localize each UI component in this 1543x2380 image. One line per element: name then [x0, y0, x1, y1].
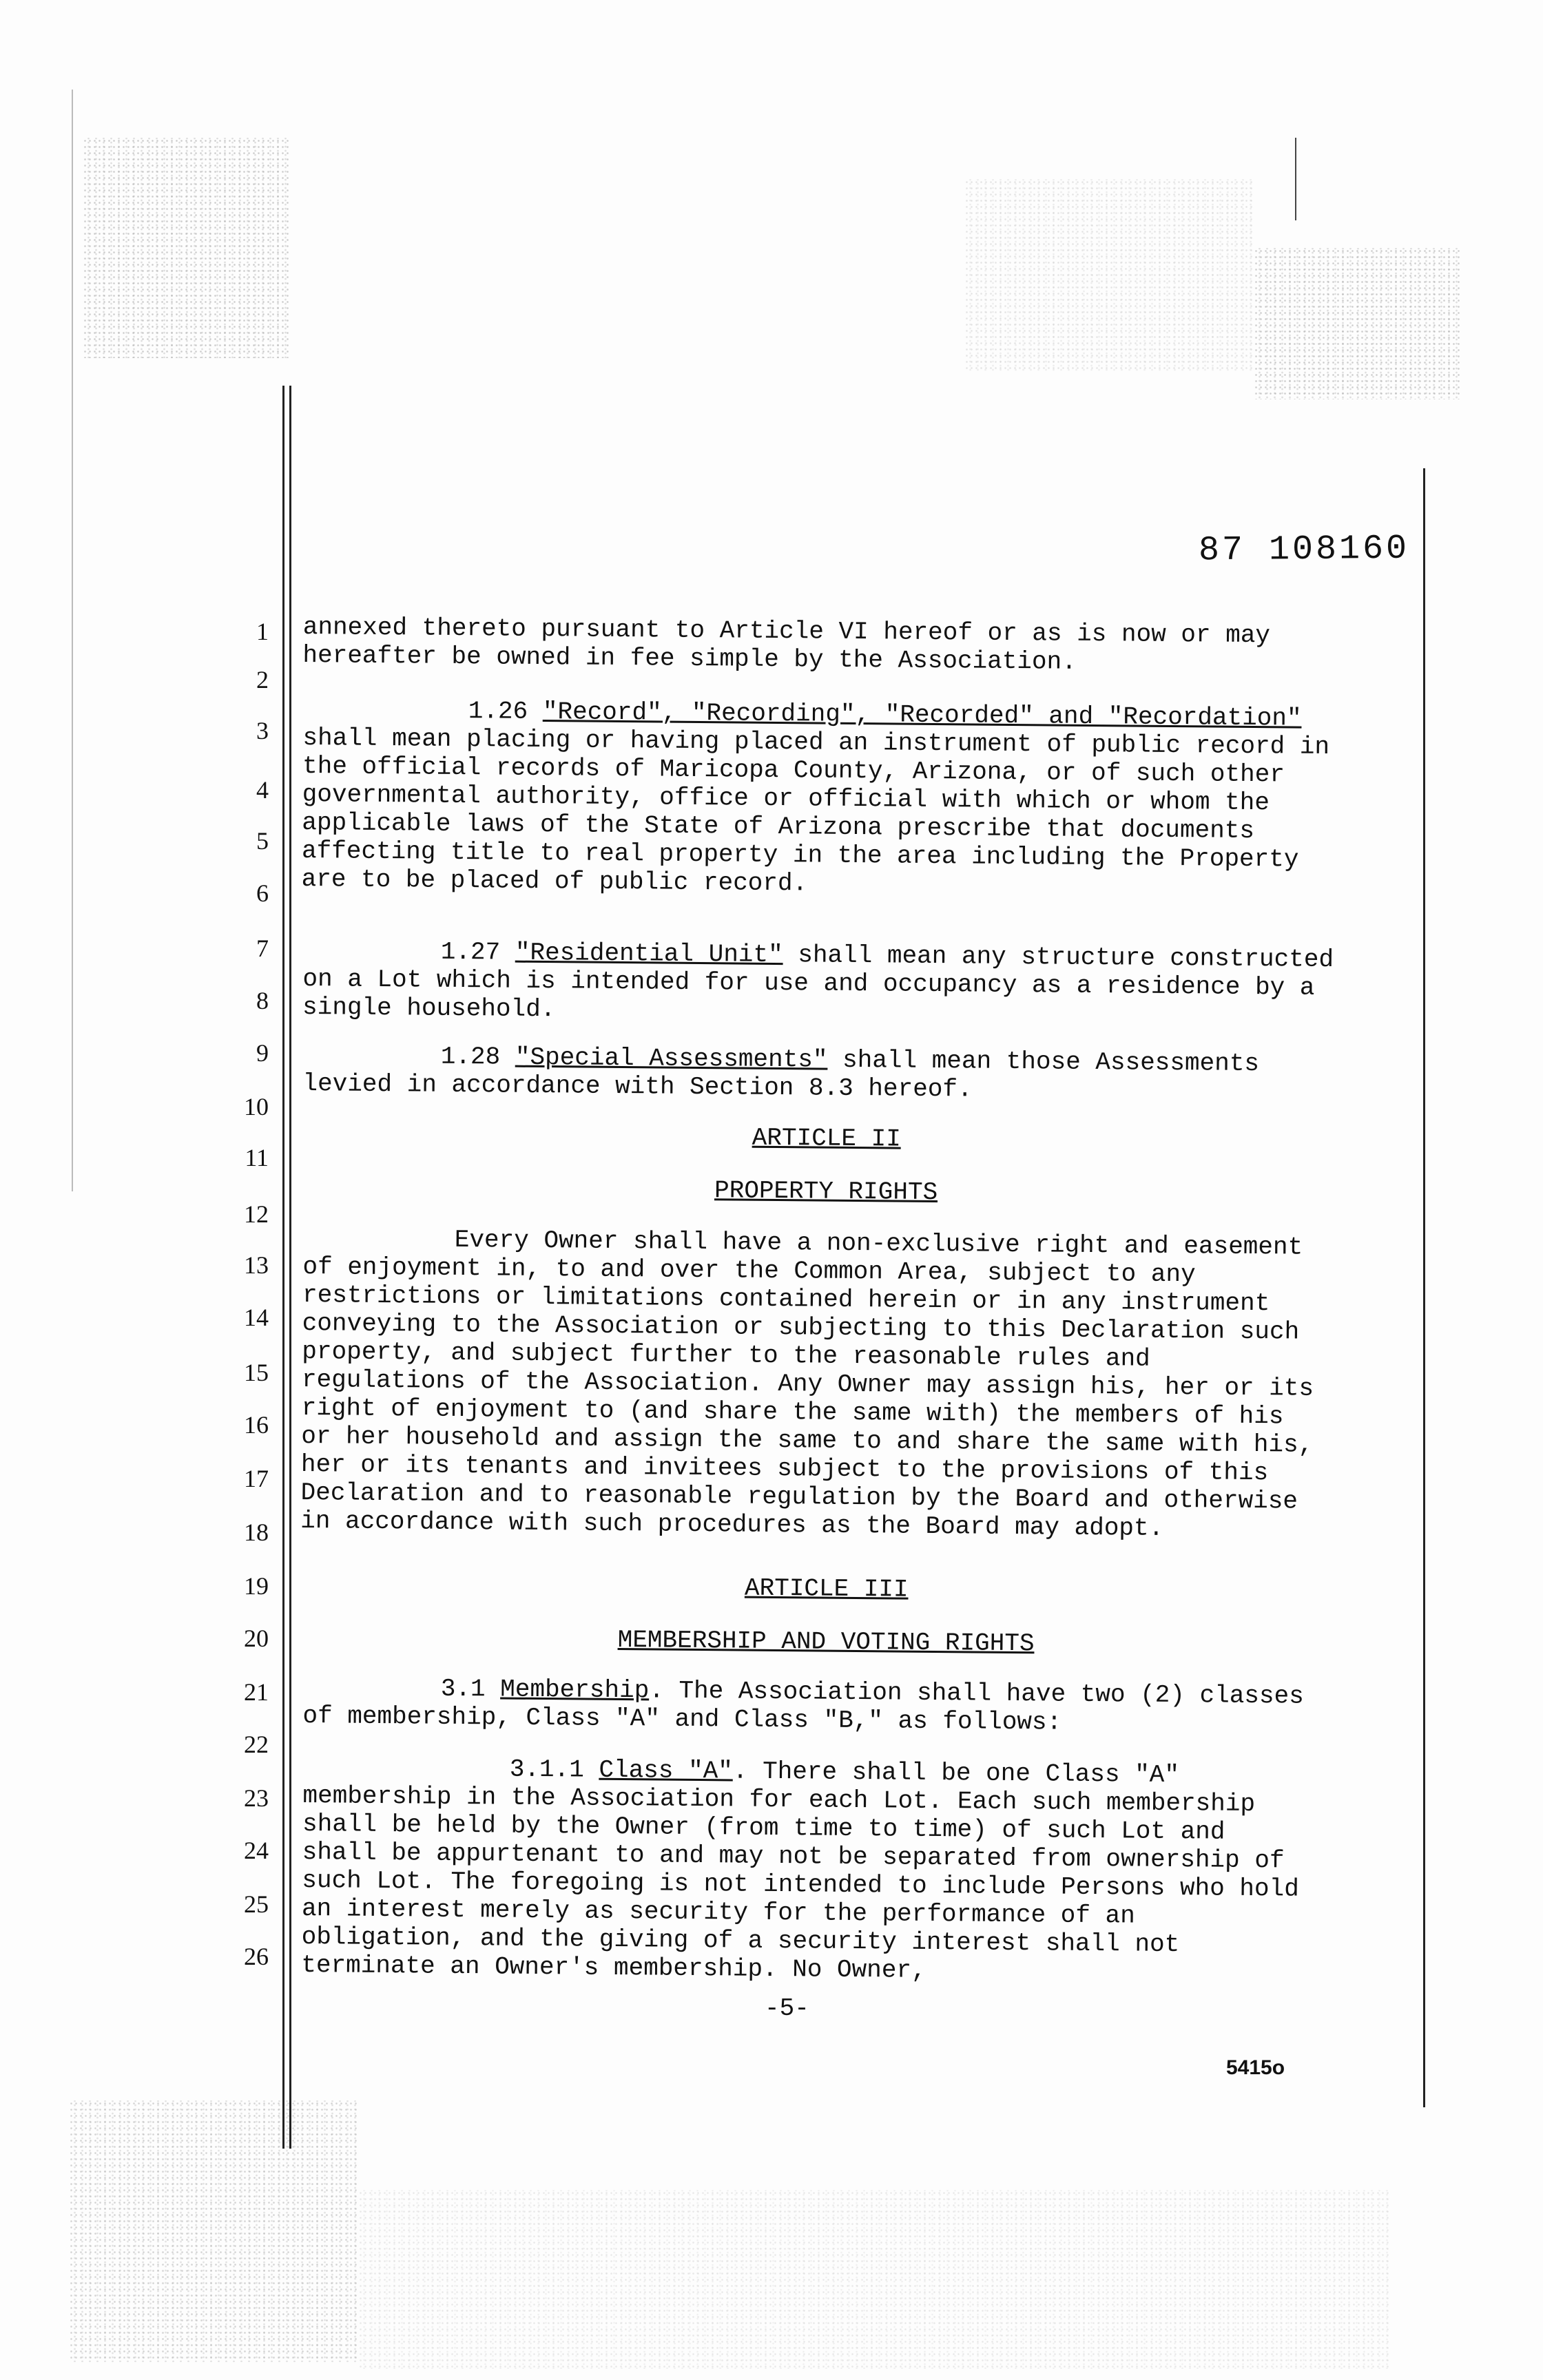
line-number: 5: [256, 827, 269, 855]
section-3-1: [302, 1673, 1319, 1739]
section-number: 1.27: [440, 937, 501, 967]
scan-noise-top-center: [964, 179, 1254, 372]
line-number: 16: [244, 1411, 269, 1439]
paragraph-annexed: annexed thereto pursuant to Article VI hereof or as is now or may hereafter be owned in fee simple by the Association.: [302, 613, 1285, 676]
class-a-text: . There shall be one Class "A" membership in the Association for each Lot. Each such membership shall be held by the Owner (from time to time) of such Lot and shall be appurtenant to and may not be separated from ownership of such Lot. The foregoing is not intended to include Persons who hold an interest merely as security for the performance of an obligation, and the giving of a security interest shall not terminate an Owner's membership. No Owner,: [301, 1757, 1314, 1985]
section-number: 3.1.1: [509, 1755, 585, 1784]
paragraph-3-1-1: [301, 1753, 1314, 1988]
term-membership: Membership: [500, 1675, 650, 1705]
line-number: 8: [256, 987, 269, 1014]
margin-rule-left-1: [282, 386, 284, 2149]
paragraph-3-1: [302, 1673, 1319, 1739]
section-number: 1.26: [468, 697, 528, 726]
section-1-28: [302, 1041, 1350, 1107]
line-number: 20: [244, 1625, 269, 1652]
line-number: 15: [244, 1359, 269, 1386]
section-1-26: [301, 696, 1349, 902]
line-number: 6: [256, 879, 269, 907]
margin-rule-right: [1423, 468, 1425, 2107]
section-3-1-1: [301, 1753, 1314, 1988]
document-body: [302, 613, 1350, 678]
article-2-title: ARTICLE II: [752, 1123, 901, 1154]
section-number: 3.1: [440, 1674, 486, 1704]
scan-noise-bottom-left: [69, 2100, 358, 2362]
line-number: 14: [244, 1304, 269, 1331]
scan-edge-top-right: [1295, 138, 1296, 220]
term-class-a: Class "A": [599, 1755, 734, 1786]
line-number: 7: [256, 935, 269, 962]
line-number: 25: [244, 1890, 269, 1918]
article-3-block: [302, 1570, 1350, 1660]
line-number: 22: [244, 1731, 269, 1758]
definition-text-residential-unit: shall mean any structure constructed on a Lot which is intended for use and occupancy as a residence by a single household.: [302, 941, 1349, 1024]
paragraph-property-rights: [300, 1224, 1329, 1544]
line-number: 19: [244, 1572, 269, 1600]
paragraph-1-28: [302, 1041, 1350, 1107]
line-number: 12: [244, 1200, 269, 1228]
property-rights-text: Every Owner shall have a non-exclusive right and easement of enjoyment in, to and over the Common Area, subject to any restrictions or limitations contained herein or in any instrument conveying to the Association or subjecting to this Declaration such property, and subject further to the reasonable rules and regulations of the Association. Any Owner may assign his, her or its right of enjoyment to (and share the same with) the members of his or her household and assign the same to and share the same with his, her or its tenants and invitees subject to the provisions of this Declaration and to reasonable regulation by the Board and otherwise in accordance with such procedures as the Board may adopt.: [300, 1225, 1329, 1543]
line-number: 4: [256, 776, 269, 804]
line-number: 24: [244, 1837, 269, 1864]
section-number: 1.28: [440, 1042, 501, 1072]
line-number: 13: [244, 1251, 269, 1279]
defined-term-residential-unit: "Residential Unit": [515, 938, 783, 970]
line-number: 2: [256, 666, 269, 693]
property-rights-block: [300, 1224, 1329, 1544]
section-1-27: [302, 937, 1350, 1030]
margin-rule-left-2: [289, 386, 291, 2149]
recording-number-stamp: 87 108160: [1198, 529, 1410, 571]
line-number: 21: [244, 1678, 269, 1706]
page-number: -5-: [765, 1994, 809, 2023]
paragraph-1-27: [302, 937, 1350, 1030]
line-number: 23: [244, 1784, 269, 1812]
definition-text-special-assessments: shall mean those Assessments levied in accordance with Section 8.3 hereof.: [302, 1045, 1274, 1104]
line-number: 18: [244, 1518, 269, 1546]
scan-noise-top-right: [1254, 248, 1460, 399]
article-3-title: ARTICLE III: [744, 1574, 909, 1604]
line-number: 3: [256, 717, 269, 744]
line-number: 10: [244, 1093, 269, 1120]
article-2-block: [302, 1120, 1350, 1210]
line-number: 17: [244, 1465, 269, 1492]
document-code: 5415o: [1226, 2056, 1285, 2079]
line-number: 9: [256, 1039, 269, 1067]
article-3-heading: MEMBERSHIP AND VOTING RIGHTS: [617, 1625, 1035, 1658]
scan-noise-top-left: [83, 138, 289, 358]
scan-edge-left: [72, 90, 73, 1191]
defined-term-record: "Record", "Recording", "Recorded" and "Recordation": [542, 698, 1302, 733]
article-2-heading: PROPERTY RIGHTS: [714, 1176, 938, 1207]
line-number: 26: [244, 1943, 269, 1970]
line-number: 11: [245, 1144, 269, 1171]
paragraph-1-26: [301, 696, 1349, 902]
line-number: 1: [256, 618, 269, 645]
definition-text-record: shall mean placing or having placed an instrument of public record in the official records of Maricopa County, Arizona, or of such other governmental authority, office or official with which or whom the applicable laws of the State of Arizona prescribe that documents affecting title to real property in the area including the Property are to be placed of public record.: [301, 704, 1345, 898]
defined-term-special-assessments: "Special Assessments": [515, 1043, 828, 1074]
membership-text: . The Association shall have two (2) classes of membership, Class "A" and Class "B," as follows:: [302, 1676, 1319, 1737]
scan-noise-bottom-center: [358, 2190, 1391, 2369]
